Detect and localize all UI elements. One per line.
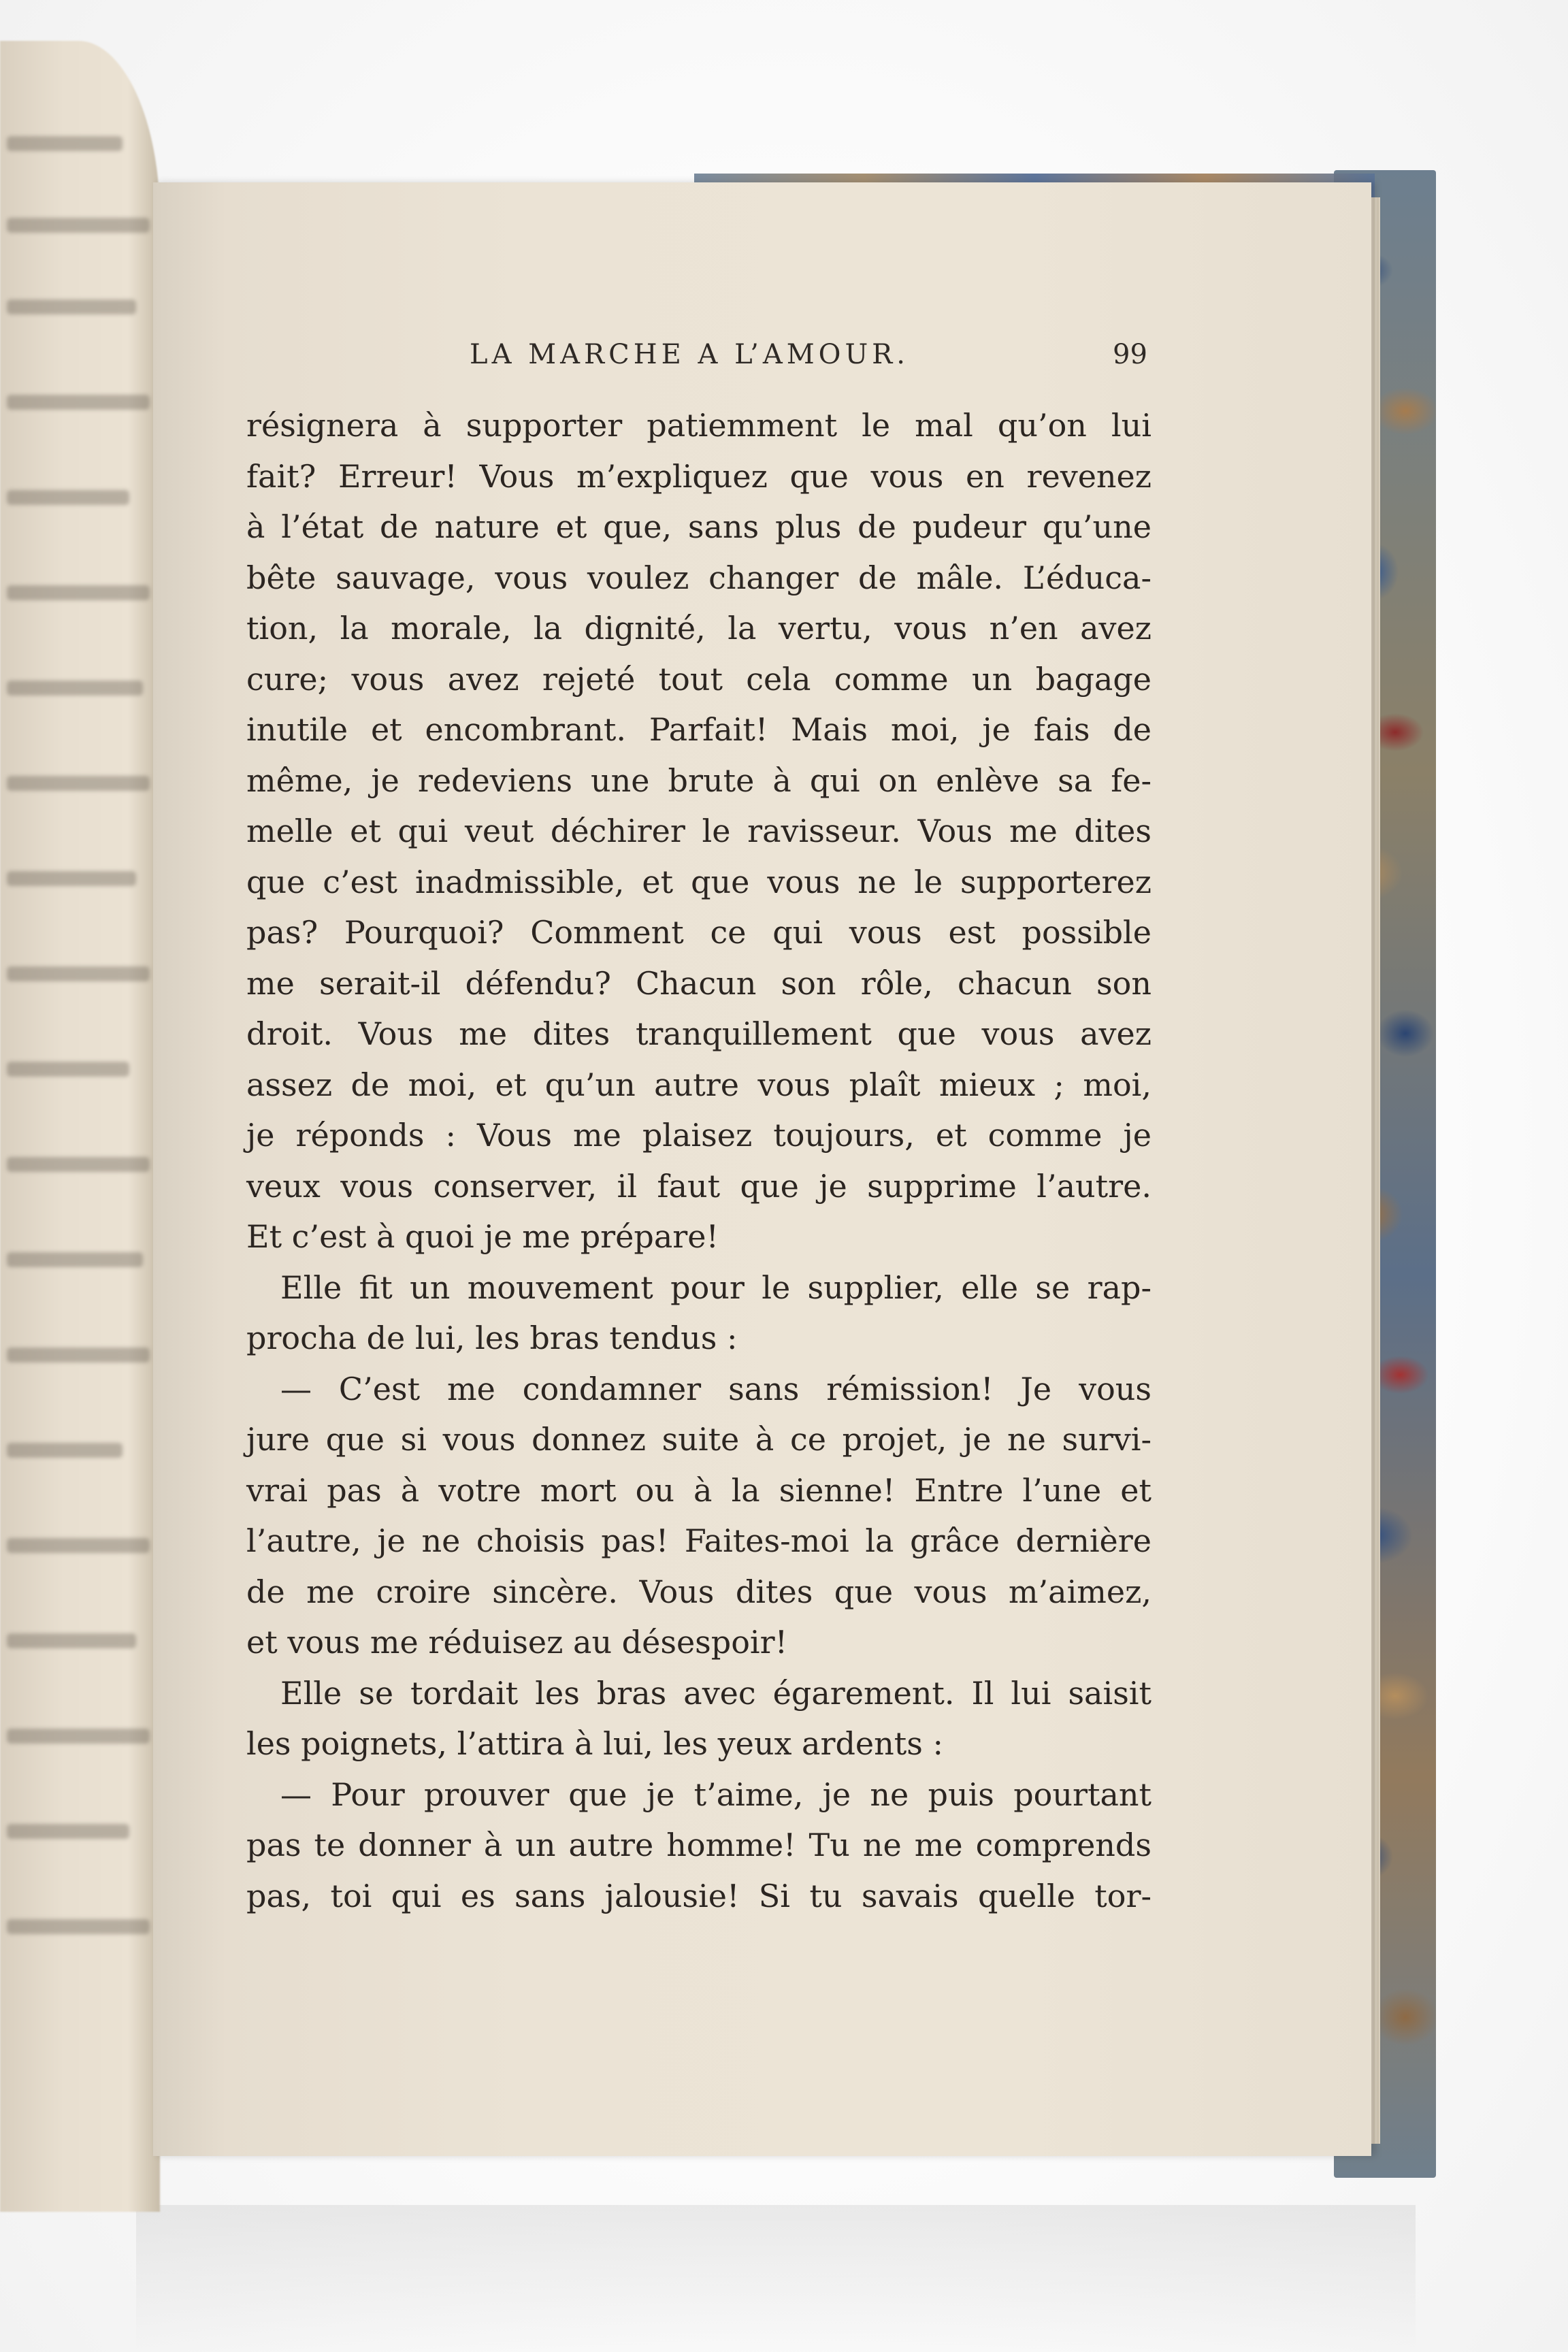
left-page-blur-line [7,681,143,696]
left-page-blur-line [7,395,150,410]
left-page-blur-line [7,299,136,314]
text-line: procha de lui, les bras tendus : [246,1320,738,1356]
left-page-blur-line [7,1919,150,1934]
left-page-blur-line [7,966,150,981]
left-page-blur-line [7,1729,150,1744]
text-line: fait? Erreur! Vous m’expliquez que vous en revenez [246,457,1152,495]
text-line: l’autre, je ne choisis pas! Faites-moi la grâce dernière [246,1522,1152,1559]
text-line: veux vous conserver, il faut que je supprime l’autre. [246,1167,1152,1205]
text-line: que c’est inadmissible, et que vous ne le supporterez [246,863,1152,900]
text-line: bête sauvage, vous voulez changer de mâle. L’éduca- [246,559,1152,596]
page-number: 99 [1113,339,1147,370]
text-line: me serait-il défendu? Chacun son rôle, chacun son [246,964,1152,1002]
text-line: pas, toi qui es sans jalousie! Si tu savais quelle tor- [246,1877,1152,1914]
text-line: résignera à supporter patiemment le mal qu’on lui [246,407,1152,444]
table-reflection [136,2205,1416,2352]
left-page-blur-line [7,218,150,233]
left-page-blur-line [7,1538,150,1553]
page-body-text [246,400,1152,1921]
text-line: à l’état de nature et que, sans plus de pudeur qu’une [246,508,1152,545]
left-page-blur-line [7,1157,150,1172]
text-line: même, je redeviens une brute à qui on enlève sa fe- [246,762,1152,799]
text-line: droit. Vous me dites tranquillement que vous avez [246,1015,1152,1052]
left-page-blur-line [7,490,129,505]
left-page-blur-line [7,1348,150,1362]
left-page-blurred [0,41,160,2212]
text-line: pas te donner à un autre homme! Tu ne me comprends [246,1827,1152,1863]
left-page-blur-line [7,1633,136,1648]
text-line: vrai pas à votre mort ou à la sienne! Entre l’une et [246,1471,1152,1509]
text-line: et vous me réduisez au désespoir! [246,1624,788,1661]
text-line: je réponds : Vous me plaisez toujours, et comme je [246,1117,1152,1154]
text-line: — Pour prouver que je t’aime, je ne puis pourtant [280,1776,1152,1813]
left-page-blur-line [7,585,150,600]
text-line: — C’est me condamner sans rémission! Je vous [280,1370,1152,1407]
left-page-blur-line [7,1824,129,1839]
text-line: pas? Pourquoi? Comment ce qui vous est possible [246,914,1152,951]
text-line: assez de moi, et qu’un autre vous plaît mieux ; moi, [246,1066,1152,1103]
text-line: Elle se tordait les bras avec égarement. Il lui saisit [280,1674,1152,1712]
left-page-blur-line [7,136,122,151]
text-line: Et c’est à quoi je me prépare! [246,1218,719,1255]
text-line: de me croire sincère. Vous dites que vous m’aimez, [246,1573,1152,1610]
text-line: Elle fit un mouvement pour le supplier, elle se rap- [280,1269,1152,1306]
left-page-blur-line [7,1062,129,1077]
text-line: inutile et encombrant. Parfait! Mais moi, je fais de [246,711,1152,748]
left-page-blur-line [7,1443,122,1458]
left-page-blur-line [7,1252,143,1267]
left-page-blur-line [7,871,136,886]
text-line: cure; vous avez rejeté tout cela comme un bagage [246,660,1152,698]
text-line: tion, la morale, la dignité, la vertu, vous n’en avez [246,610,1152,647]
left-page-blur-line [7,776,150,791]
text-line: melle et qui veut déchirer le ravisseur. Vous me dites [246,813,1152,849]
running-head: LA MARCHE A L’AMOUR. [470,339,909,370]
text-line: les poignets, l’attira à lui, les yeux ardents : [246,1725,943,1762]
text-line: jure que si vous donnez suite à ce projet, je ne survi- [246,1421,1152,1458]
